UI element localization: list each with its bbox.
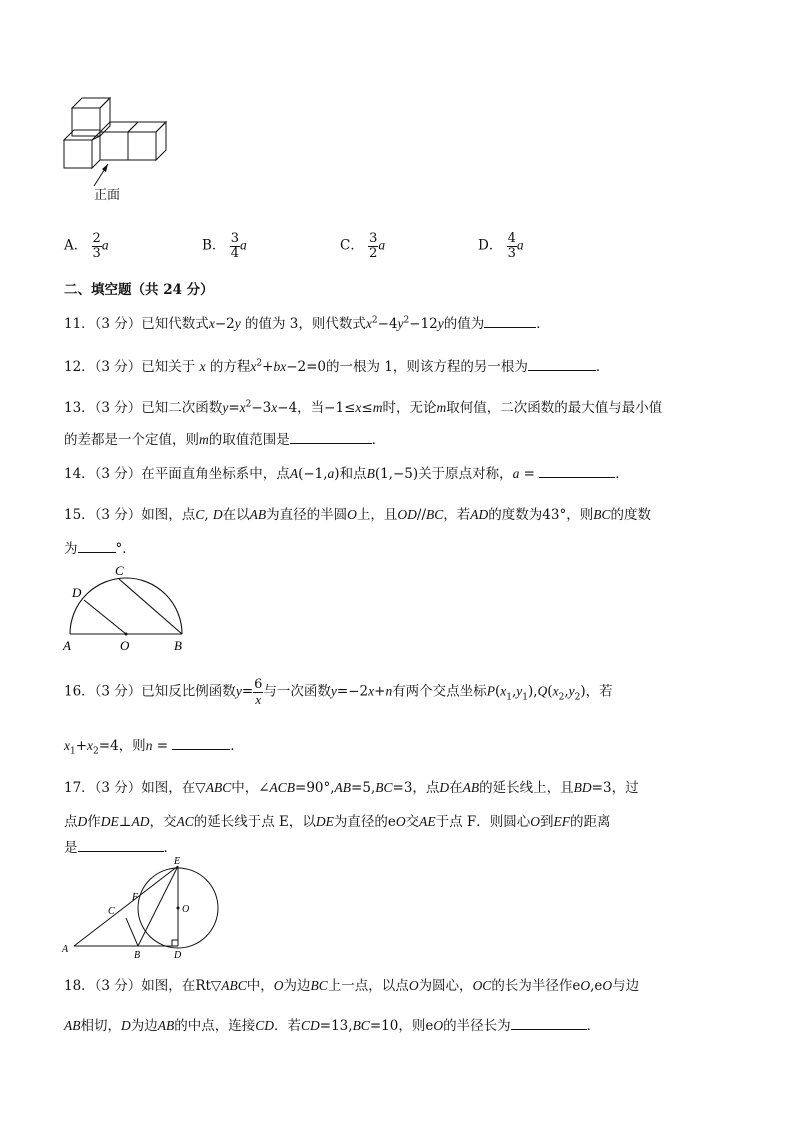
section-heading: 二、填空题（共 24 分）: [64, 282, 214, 298]
label-b: B: [174, 638, 182, 653]
question-18-line2: AB相切，D为边AB的中点，连接CD．若CD=13,BC=10，则eO的半径长为 ．: [64, 1018, 601, 1034]
question-12: 12．（3 分）已知关于 x 的方程$x^2+bx-2=0$的一根为 1，则该方程的另一根为 ．: [64, 358, 610, 375]
question-15: 15．（3 分）如图，点C, D在以AB为直径的半圆O上，且OD//BC，若AD的度数为43°，则BC的度数: [64, 507, 651, 523]
option-c: C． $\frac{3}{2}$ a: [340, 231, 386, 261]
question-11: 11．（3 分）已知代数式x−2y 的值为 3，则代数式$x^2-4y^2-12y$的值为 ．: [64, 315, 550, 332]
option-b: B． $\frac{3}{4}$ a: [202, 231, 247, 261]
answer-blank[interactable]: [511, 1017, 587, 1030]
circle-triangle-figure: [60, 854, 226, 960]
label-c: C: [115, 563, 124, 578]
question-14: 14．（3 分）在平面直角坐标系中，点A(−1,a)和点B(1,−5)关于原点对称，a = ．: [64, 466, 629, 482]
label-b: B: [134, 950, 141, 960]
answer-blank[interactable]: [290, 431, 372, 444]
label-c: C: [108, 906, 115, 917]
option-a: A． $\frac{2}{3}$ a: [64, 231, 109, 261]
answer-blank[interactable]: [78, 540, 116, 553]
question-17-line2: 点D作DE⊥AD，交AC的延长线于点 E，以DE为直径的eO交AE于点 F．则圆心O到EF的距离: [64, 814, 611, 830]
front-label: 正面: [94, 188, 121, 203]
question-13: 13．（3 分）已知二次函数$y=x^2-3x-4$，当−1≤x≤m时，无论m取何值，二次函数的最大值与最小值: [64, 399, 663, 416]
label-d: D: [72, 585, 82, 600]
label-a: A: [63, 638, 71, 653]
answer-blank[interactable]: [539, 465, 615, 478]
question-17-line3: 是 ．: [64, 840, 177, 856]
answer-blank[interactable]: [484, 315, 536, 328]
label-o: O: [182, 904, 190, 915]
segment-bc: [126, 918, 138, 946]
segment-ae: [74, 866, 178, 946]
answer-blank[interactable]: [78, 839, 164, 852]
answer-blank[interactable]: [172, 737, 230, 750]
answer-blank[interactable]: [528, 358, 596, 371]
arrow-head-icon: [102, 164, 108, 172]
label-a: A: [62, 944, 69, 955]
semicircle-figure: [60, 562, 190, 654]
q10-options: [64, 226, 764, 262]
label-f: F: [132, 892, 139, 903]
segment-bc: [119, 579, 182, 634]
option-d: D． $\frac{4}{3}$ a: [478, 231, 524, 261]
label-d: D: [174, 950, 182, 960]
question-16-line2: $x_1+x_2=4$，则n = ．: [64, 738, 244, 757]
question-15-line2: 为 °．: [64, 541, 136, 557]
question-18: 18．（3 分）如图，在Rt▽ABC中，O为边BC上一点，以点O为圆心，OC的长为半径作eO,eO与边: [64, 978, 640, 994]
right-angle-mark: [172, 940, 178, 946]
question-13-line2: 的差都是一个定值，则m的取值范围是 ．: [64, 432, 386, 448]
question-16: 16．（3 分）已知反比例函数y= $\frac{6}{x}$ 与一次函数y=−2x+n有两个交点坐标$P(x_1,y_1),Q(x_2,y_2)$，若: [64, 677, 613, 707]
label-e: E: [174, 856, 181, 867]
segment-od: [84, 600, 126, 634]
question-17: 17．（3 分）如图，在▽ABC中，∠ACB=90°,AB=5,BC=3，点D在AB的延长线上，且BD=3，过: [64, 780, 639, 796]
segment-be: [138, 866, 178, 946]
label-o: O: [120, 638, 130, 653]
semicircle-arc: [70, 578, 182, 634]
